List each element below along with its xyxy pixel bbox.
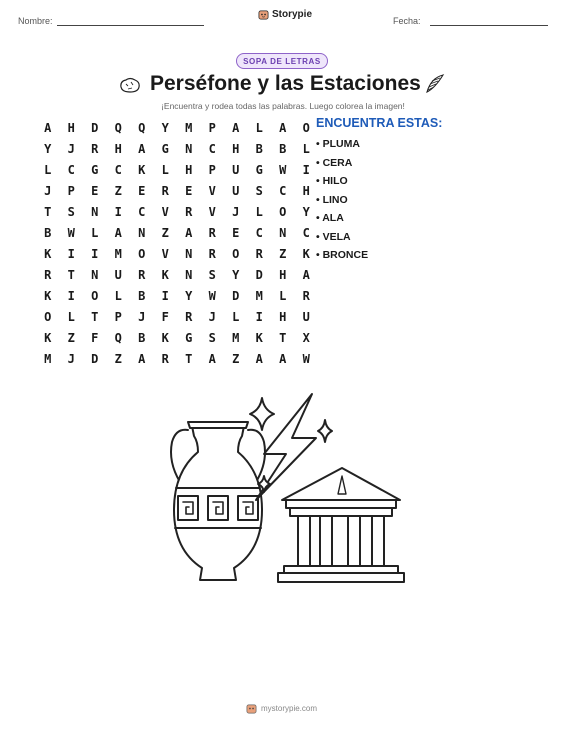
grid-letter: B (279, 141, 287, 156)
grid-letter: M (232, 330, 240, 345)
grid-letter: A (232, 120, 240, 135)
grid-letter: K (161, 330, 169, 345)
wing-icon (423, 72, 447, 96)
grid-letter: C (208, 141, 216, 156)
grid-letter: C (255, 225, 263, 240)
grid-row (36, 201, 318, 222)
word-item: • ALA (316, 212, 344, 224)
grid-letter: Z (114, 351, 122, 366)
grid-letter: R (302, 288, 310, 303)
grid-letter: N (138, 225, 146, 240)
grid-letter: K (161, 267, 169, 282)
grid-letter: L (255, 204, 263, 219)
grid-letter: B (255, 141, 263, 156)
instructions: ¡Encuentra y rodea todas las palabras. Luego colorea la imagen! (161, 101, 405, 111)
sparkle-icon (318, 420, 332, 442)
grid-letter: I (67, 288, 75, 303)
grid-letter: J (208, 309, 216, 324)
grid-letter: T (279, 330, 287, 345)
grid-row (36, 243, 318, 264)
grid-row (36, 180, 318, 201)
grid-letter: P (67, 183, 75, 198)
grid-letter: F (91, 330, 99, 345)
grid-letter: E (138, 183, 146, 198)
grid-letter: N (185, 141, 193, 156)
grid-letter: V (161, 204, 169, 219)
grid-letter: Y (44, 141, 52, 156)
grid-letter: M (255, 288, 263, 303)
grid-letter: C (114, 162, 122, 177)
word-item: • CERA (316, 156, 353, 169)
grid-letter: I (161, 288, 169, 303)
grid-letter: N (279, 225, 287, 240)
grid-letter: L (161, 162, 169, 177)
storypie-logo-icon (258, 9, 269, 20)
temple-icon (278, 468, 404, 582)
grid-letter: R (208, 246, 216, 261)
grid-letter: N (91, 267, 99, 282)
grid-letter: L (279, 288, 287, 303)
grid-letter: J (67, 141, 75, 156)
page-title: Perséfone y las Estaciones (150, 72, 421, 95)
grid-letter: Q (138, 120, 146, 135)
word-item: • PLUMA (316, 138, 360, 150)
grid-letter: H (279, 267, 287, 282)
grid-letter: T (185, 351, 193, 366)
grid-letter: R (161, 183, 169, 198)
grid-letter: L (44, 162, 52, 177)
grid-letter: V (161, 246, 169, 261)
grid-letter: Y (302, 204, 310, 219)
grid-row (36, 138, 318, 159)
grid-letter: L (255, 120, 263, 135)
grid-row (36, 222, 318, 243)
grid-letter: E (232, 225, 240, 240)
date-line (430, 25, 548, 26)
grid-letter: Y (232, 267, 240, 282)
name-label: Nombre: (18, 16, 53, 26)
grid-letter: X (302, 330, 310, 345)
grid-letter: U (232, 183, 240, 198)
grid-letter: R (138, 267, 146, 282)
grid-letter: D (91, 120, 99, 135)
grid-row (36, 285, 318, 306)
grid-letter: E (91, 183, 99, 198)
grid-letter: V (208, 183, 216, 198)
grid-letter: C (302, 225, 310, 240)
grid-letter: Z (279, 246, 287, 261)
grid-letter: U (114, 267, 122, 282)
word-item: • VELA (316, 230, 351, 243)
grid-letter: A (138, 141, 146, 156)
grid-letter: L (302, 141, 310, 156)
grid-letter: R (161, 351, 169, 366)
grid-letter: L (114, 288, 122, 303)
grid-row (36, 159, 318, 180)
grid-letter: N (185, 267, 193, 282)
grid-letter: S (255, 183, 263, 198)
grid-letter: W (208, 288, 216, 303)
grid-letter: G (91, 162, 99, 177)
rock-icon (118, 76, 142, 94)
grid-letter: W (67, 225, 75, 240)
grid-letter: G (161, 141, 169, 156)
grid-letter: C (67, 162, 75, 177)
word-item: • HILO (316, 175, 348, 187)
grid-letter: M (44, 351, 52, 366)
grid-letter: I (91, 246, 99, 261)
word-list-title: ENCUENTRA ESTAS: (316, 116, 443, 130)
grid-letter: K (44, 246, 52, 261)
grid-letter: U (232, 162, 240, 177)
grid-row (36, 327, 318, 348)
grid-letter: P (208, 162, 216, 177)
grid-letter: B (138, 288, 146, 303)
grid-letter: I (255, 309, 263, 324)
grid-letter: Z (161, 225, 169, 240)
grid-letter: B (138, 330, 146, 345)
grid-letter: M (185, 120, 193, 135)
grid-letter: K (138, 162, 146, 177)
grid-letter: A (279, 120, 287, 135)
grid-letter: D (91, 351, 99, 366)
grid-letter: R (185, 309, 193, 324)
grid-letter: A (44, 120, 52, 135)
grid-letter: C (279, 183, 287, 198)
grid-letter: I (302, 162, 310, 177)
grid-letter: R (208, 225, 216, 240)
grid-letter: K (44, 330, 52, 345)
grid-letter: H (114, 141, 122, 156)
grid-letter: W (279, 162, 287, 177)
brand (258, 9, 312, 20)
grid-row (36, 306, 318, 327)
grid-row (36, 264, 318, 285)
grid-letter: A (255, 351, 263, 366)
grid-letter: V (208, 204, 216, 219)
grid-letter: H (67, 120, 75, 135)
word-item: • BRONCE (316, 249, 369, 261)
storypie-logo-icon (246, 703, 257, 714)
grid-letter: J (44, 183, 52, 198)
amphora-icon (171, 422, 265, 580)
grid-letter: R (255, 246, 263, 261)
grid-letter: R (185, 204, 193, 219)
grid-letter: Z (114, 183, 122, 198)
brand-name: Storypie (272, 9, 313, 20)
grid-letter: A (138, 351, 146, 366)
grid-letter: L (91, 225, 99, 240)
word-list (316, 116, 442, 268)
grid-letter: N (91, 204, 99, 219)
grid-letter: O (279, 204, 287, 219)
grid-letter: C (138, 204, 146, 219)
grid-letter: J (138, 309, 146, 324)
grid-letter: J (232, 204, 240, 219)
name-line (57, 25, 204, 26)
grid-letter: M (114, 246, 122, 261)
grid-letter: K (44, 288, 52, 303)
grid-letter: W (302, 351, 310, 366)
grid-letter: J (67, 351, 75, 366)
footer-url: mystorypie.com (261, 704, 318, 713)
grid-letter: O (302, 120, 310, 135)
grid-letter: T (67, 267, 75, 282)
grid-letter: D (255, 267, 263, 282)
grid-letter: Y (161, 120, 169, 135)
grid-letter: A (185, 225, 193, 240)
grid-letter: H (279, 309, 287, 324)
grid-letter: O (44, 309, 52, 324)
grid-letter: H (302, 183, 310, 198)
grid-letter: H (232, 141, 240, 156)
grid-letter: Z (67, 330, 75, 345)
grid-letter: R (91, 141, 99, 156)
grid-letter: P (208, 120, 216, 135)
grid-letter: Z (232, 351, 240, 366)
grid-letter: L (67, 309, 75, 324)
grid-letter: O (91, 288, 99, 303)
grid-letter: O (232, 246, 240, 261)
grid-letter: S (67, 204, 75, 219)
grid-letter: T (44, 204, 52, 219)
grid-letter: D (232, 288, 240, 303)
grid-letter: A (208, 351, 216, 366)
grid-letter: L (232, 309, 240, 324)
grid-letter: A (114, 225, 122, 240)
grid-letter: I (67, 246, 75, 261)
grid-letter: E (185, 183, 193, 198)
sparkle-icon (250, 398, 274, 430)
word-search-grid (36, 117, 318, 369)
grid-letter: G (255, 162, 263, 177)
date-label: Fecha: (393, 16, 421, 26)
grid-letter: Q (114, 330, 122, 345)
word-item: • LINO (316, 193, 348, 206)
grid-letter: U (302, 309, 310, 324)
grid-letter: K (255, 330, 263, 345)
grid-row (36, 117, 318, 138)
grid-letter: A (302, 267, 310, 282)
grid-letter: K (302, 246, 310, 261)
grid-letter: G (185, 330, 193, 345)
grid-letter: S (208, 267, 216, 282)
grid-letter: B (44, 225, 52, 240)
grid-letter: Q (114, 120, 122, 135)
grid-row (36, 348, 318, 369)
grid-letter: T (91, 309, 99, 324)
grid-letter: A (279, 351, 287, 366)
activity-badge: SOPA DE LETRAS (236, 53, 328, 69)
footer (246, 703, 317, 714)
grid-letter: I (114, 204, 122, 219)
grid-letter: P (114, 309, 122, 324)
grid-letter: R (44, 267, 52, 282)
grid-letter: F (161, 309, 169, 324)
grid-letter: N (185, 246, 193, 261)
grid-letter: Y (185, 288, 193, 303)
coloring-illustration (158, 390, 408, 590)
grid-letter: O (138, 246, 146, 261)
grid-letter: H (185, 162, 193, 177)
grid-letter: S (208, 330, 216, 345)
